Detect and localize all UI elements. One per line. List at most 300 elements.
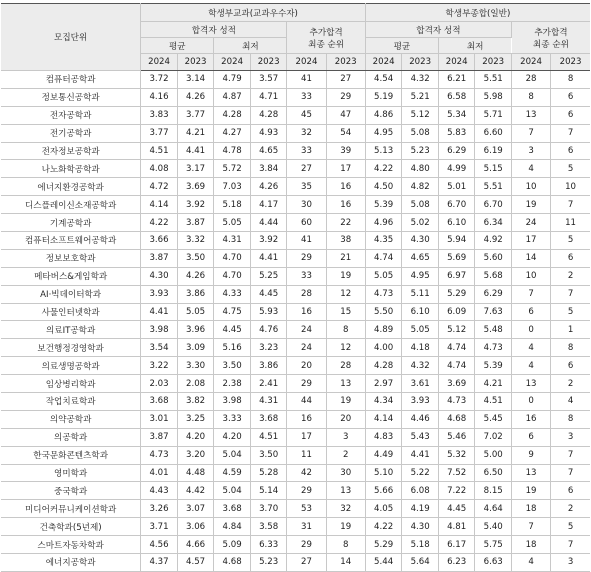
table-cell: 3.87 [141,249,178,267]
table-cell: 6 [551,106,590,124]
table-cell: 24 [287,339,326,357]
table-cell: 4.92 [475,232,512,250]
table-cell: 1 [551,321,590,339]
table-row [1,410,590,428]
table-cell: 5.02 [402,214,439,232]
table-cell: 4.87 [214,88,251,106]
table-cell: 5.05 [177,303,214,321]
table-cell: 4.41 [141,303,178,321]
table-cell: 5.08 [402,124,439,142]
table-cell: 5.50 [365,303,402,321]
table-cell: 3.68 [250,410,287,428]
table-cell: 31 [287,518,326,536]
table-cell: 3.98 [214,393,251,411]
table-cell: 27 [326,71,365,89]
table-cell: 21 [326,249,365,267]
table-row [1,267,590,285]
table-cell: 6.29 [438,142,475,160]
table-cell: 5.68 [475,267,512,285]
header-year: 2023 [326,54,365,71]
table-cell: 4.73 [365,285,402,303]
header-extra-rank-2 [511,22,590,54]
table-cell: 30 [326,464,365,482]
table-cell: 11 [287,446,326,464]
table-cell: 3.50 [177,249,214,267]
header-avg-2: 평균 [365,38,438,54]
table-cell: 6.10 [402,303,439,321]
table-cell: 16 [326,196,365,214]
table-cell: 4.65 [250,142,287,160]
table-cell: 29 [326,88,365,106]
table-cell: 4.08 [141,160,178,178]
table-cell: 4.32 [402,71,439,89]
row-unit-name: 미디어커뮤니케이션학과 [1,500,141,518]
table-cell: 4.00 [365,339,402,357]
table-cell: 4.21 [475,375,512,393]
table-cell: 3.23 [250,339,287,357]
table-cell: 3.14 [177,71,214,89]
table-cell: 60 [287,214,326,232]
table-cell: 5 [551,232,590,250]
table-cell: 17 [511,232,550,250]
table-cell: 2.08 [177,375,214,393]
row-unit-name: 기계공학과 [1,214,141,232]
row-unit-name: 건축학과(5년제) [1,518,141,536]
table-cell: 5.08 [402,196,439,214]
table-cell: 29 [287,536,326,554]
row-unit-name: 의료IT공학과 [1,321,141,339]
table-cell: 4.31 [214,232,251,250]
table-row [1,142,590,160]
table-cell: 17 [326,160,365,178]
table-cell: 6.58 [438,88,475,106]
table-cell: 10 [511,267,550,285]
header-pass-score-1: 합격자 성적 [141,22,287,38]
header-extra-rank-1 [287,22,365,54]
table-cell: 4.28 [365,357,402,375]
table-cell: 4.54 [365,71,402,89]
table-cell: 4.82 [402,178,439,196]
table-cell: 4.79 [214,71,251,89]
table-cell: 4.93 [250,124,287,142]
table-cell: 29 [287,375,326,393]
table-cell: 7.02 [475,428,512,446]
table-cell: 5.98 [475,88,512,106]
table-cell: 4.31 [250,393,287,411]
table-cell: 0 [511,321,550,339]
table-cell: 18 [511,536,550,554]
table-cell: 5.94 [438,232,475,250]
table-cell: 3.96 [177,321,214,339]
table-cell: 27 [287,554,326,572]
table-cell: 8 [511,88,550,106]
table-cell: 6 [511,428,550,446]
table-cell: 4.42 [177,482,214,500]
table-cell: 41 [287,71,326,89]
row-unit-name: 정보통신공학과 [1,88,141,106]
table-cell: 4.50 [365,178,402,196]
table-cell: 5.39 [475,357,512,375]
table-cell: 7 [551,196,590,214]
table-cell: 13 [511,464,550,482]
table-cell: 53 [287,500,326,518]
row-unit-name: 에너지공학과 [1,554,141,572]
table-cell: 5.14 [250,482,287,500]
admission-results-table [1,3,590,572]
table-cell: 3.86 [250,357,287,375]
table-cell: 5.34 [438,106,475,124]
row-unit-name: 사물인터넷학과 [1,303,141,321]
table-cell: 20 [326,410,365,428]
table-cell: 4.19 [402,500,439,518]
row-unit-name: 의공학과 [1,428,141,446]
table-row [1,357,590,375]
table-cell: 3.32 [177,232,214,250]
table-cell: 3.50 [250,446,287,464]
table-cell: 5.04 [214,446,251,464]
table-cell: 3.69 [177,178,214,196]
row-unit-name: 컴퓨터공학과 [1,71,141,89]
table-cell: 7.52 [438,464,475,482]
table-cell: 4.48 [177,464,214,482]
table-cell: 8 [326,536,365,554]
table-cell: 4.34 [365,393,402,411]
table-cell: 38 [326,232,365,250]
table-cell: 41 [287,232,326,250]
table-row [1,178,590,196]
table-cell: 4.21 [177,124,214,142]
table-cell: 5.75 [475,536,512,554]
table-cell: 28 [511,71,550,89]
table-cell: 6 [551,88,590,106]
table-cell: 4.22 [141,214,178,232]
table-cell: 6.19 [475,142,512,160]
table-cell: 10 [551,178,590,196]
row-unit-name: 컴퓨터소프트웨어공학과 [1,232,141,250]
table-cell: 6 [551,482,590,500]
table-cell: 3.87 [177,214,214,232]
header-pass-score-2: 합격자 성적 [365,22,511,38]
table-cell: 11 [551,214,590,232]
table-cell: 3.25 [177,410,214,428]
table-cell: 5 [551,303,590,321]
table-cell: 8 [326,321,365,339]
table-cell: 4.16 [141,88,178,106]
table-cell: 2.97 [365,375,402,393]
table-cell: 4.30 [402,232,439,250]
table-cell: 6.63 [475,554,512,572]
table-cell: 7 [551,446,590,464]
table-cell: 30 [287,196,326,214]
header-year: 2024 [141,54,178,71]
table-cell: 4.83 [365,428,402,446]
table-cell: 5.22 [402,464,439,482]
table-cell: 5.16 [214,339,251,357]
table-cell: 6 [511,303,550,321]
table-row [1,375,590,393]
table-row [1,196,590,214]
row-unit-name: 메타버스&게임학과 [1,267,141,285]
table-cell: 3 [551,554,590,572]
table-cell: 4.95 [365,124,402,142]
table-cell: 3.70 [250,500,287,518]
table-cell: 3.54 [141,339,178,357]
table-cell: 4.14 [141,196,178,214]
table-cell: 4.44 [250,214,287,232]
table-cell: 5.12 [438,321,475,339]
table-cell: 4.17 [250,196,287,214]
table-cell: 39 [326,142,365,160]
table-cell: 3.66 [141,232,178,250]
table-header [1,4,590,71]
table-cell: 44 [287,393,326,411]
table-cell: 4.84 [214,518,251,536]
table-cell: 4.05 [365,500,402,518]
table-cell: 4.74 [438,357,475,375]
table-cell: 3.01 [141,410,178,428]
table-cell: 5.71 [475,106,512,124]
table-cell: 3 [326,428,365,446]
table-cell: 3.30 [177,357,214,375]
table-cell: 7 [511,124,550,142]
row-unit-name: 영미학과 [1,464,141,482]
table-cell: 4.96 [365,214,402,232]
table-cell: 4.01 [141,464,178,482]
table-cell: 3 [511,142,550,160]
table-cell: 3.58 [250,518,287,536]
table-cell: 19 [511,196,550,214]
table-cell: 4.27 [214,124,251,142]
table-cell: 3.92 [177,196,214,214]
table-cell: 6.08 [402,482,439,500]
table-cell: 5.93 [250,303,287,321]
table-cell: 2 [326,446,365,464]
header-extra-line1: 추가합격 [309,27,343,38]
table-cell: 16 [287,410,326,428]
table-cell: 5.01 [438,178,475,196]
table-cell: 3.33 [214,410,251,428]
table-cell: 17 [287,428,326,446]
table-cell: 4.30 [402,518,439,536]
table-cell: 4.14 [365,410,402,428]
table-cell: 7 [511,285,550,303]
table-cell: 6.50 [475,464,512,482]
table-cell: 4.76 [250,321,287,339]
table-cell: 4.80 [402,160,439,178]
table-cell: 5.64 [402,554,439,572]
header-min-2: 최저 [438,38,511,54]
header-group-comprehensive: 학생부종합(일반) [365,4,590,22]
table-cell: 4.51 [250,428,287,446]
table-row [1,214,590,232]
table-cell: 10 [511,178,550,196]
table-cell: 12 [326,285,365,303]
table-cell: 4 [511,160,550,178]
table-cell: 33 [287,142,326,160]
header-group-subject: 학생부교과(교과우수자) [141,4,366,22]
row-unit-name: 전자공학과 [1,106,141,124]
table-cell: 19 [326,267,365,285]
table-cell: 4.73 [438,393,475,411]
table-cell: 4.45 [438,500,475,518]
table-cell: 13 [326,375,365,393]
table-row [1,554,590,572]
header-extra-line2: 최종 순위 [308,39,345,50]
table-cell: 4.68 [214,554,251,572]
table-cell: 4.33 [214,285,251,303]
table-cell: 24 [511,214,550,232]
header-year: 2024 [287,54,326,71]
table-row [1,88,590,106]
table-cell: 9 [511,446,550,464]
header-min-1: 최저 [214,38,287,54]
table-cell: 32 [287,124,326,142]
table-cell: 7.22 [438,482,475,500]
header-year: 2023 [177,54,214,71]
table-cell: 4.66 [177,536,214,554]
table-cell: 3.57 [250,71,287,89]
table-cell: 0 [511,393,550,411]
row-unit-name: 전기공학과 [1,124,141,142]
table-cell: 3.68 [214,500,251,518]
table-cell: 24 [287,321,326,339]
table-cell: 5.09 [214,536,251,554]
table-cell: 4.86 [365,106,402,124]
table-cell: 4.68 [438,410,475,428]
table-cell: 5.72 [214,160,251,178]
table-cell: 3.22 [141,357,178,375]
table-cell: 3.93 [141,285,178,303]
table-cell: 3.82 [177,393,214,411]
table-row [1,249,590,267]
table-cell: 16 [326,178,365,196]
table-cell: 5.15 [475,160,512,178]
table-row [1,232,590,250]
table-cell: 3.77 [177,106,214,124]
table-row [1,518,590,536]
table-cell: 33 [287,267,326,285]
table-cell: 5.12 [402,106,439,124]
header-extra-line1: 추가합격 [534,27,568,38]
table-cell: 4.45 [250,285,287,303]
table-body [1,71,590,572]
table-cell: 3.93 [402,393,439,411]
table-cell: 4 [511,357,550,375]
table-cell: 3.92 [250,232,287,250]
table-cell: 4.28 [250,106,287,124]
table-cell: 27 [287,160,326,178]
table-cell: 5.66 [365,482,402,500]
row-unit-name: 나노화학공학과 [1,160,141,178]
table-cell: 4.95 [402,267,439,285]
table-row [1,321,590,339]
table-cell: 4.99 [438,160,475,178]
table-row [1,464,590,482]
table-cell: 4.56 [141,536,178,554]
table-cell: 4.41 [402,446,439,464]
table-cell: 28 [326,357,365,375]
table-cell: 16 [511,410,550,428]
table-cell: 33 [287,88,326,106]
row-unit-name: 에너지환경공학과 [1,178,141,196]
table-cell: 42 [287,464,326,482]
table-cell: 3.07 [177,500,214,518]
header-extra-line2: 최종 순위 [533,39,569,50]
table-cell: 3.26 [141,500,178,518]
table-cell: 22 [326,214,365,232]
table-cell: 6.33 [250,536,287,554]
row-unit-name: 한국문화콘텐츠학과 [1,446,141,464]
table-cell: 13 [326,482,365,500]
table-cell: 4.57 [177,554,214,572]
table-cell: 4.20 [214,428,251,446]
row-unit-name: 보건행정경영학과 [1,339,141,357]
table-cell: 8.15 [475,482,512,500]
table-cell: 6.17 [438,536,475,554]
table-cell: 28 [287,285,326,303]
table-cell: 4 [511,339,550,357]
table-cell: 2.41 [250,375,287,393]
table-cell: 5.21 [402,88,439,106]
table-cell: 7.63 [475,303,512,321]
table-row [1,446,590,464]
table-cell: 32 [326,500,365,518]
table-cell: 54 [326,124,365,142]
row-unit-name: 디스플레이신소재공학과 [1,196,141,214]
row-unit-name: 스마트자동차학과 [1,536,141,554]
table-cell: 6 [551,249,590,267]
table-cell: 6.34 [475,214,512,232]
table-cell: 35 [287,178,326,196]
table-cell: 6.29 [475,285,512,303]
header-year: 2024 [214,54,251,71]
header-year: 2024 [365,54,402,71]
table-cell: 4.26 [177,267,214,285]
header-year: 2024 [438,54,475,71]
table-cell: 4.46 [402,410,439,428]
table-cell: 3.87 [141,428,178,446]
table-cell: 6 [551,357,590,375]
table-cell: 45 [287,106,326,124]
table-cell: 8 [551,71,590,89]
table-cell: 4.30 [141,267,178,285]
table-cell: 3.61 [402,375,439,393]
table-cell: 5.05 [365,267,402,285]
table-cell: 4.65 [402,249,439,267]
table-cell: 8 [551,410,590,428]
table-cell: 4.71 [250,88,287,106]
table-cell: 3.68 [141,393,178,411]
table-cell: 4.81 [438,518,475,536]
table-cell: 14 [326,554,365,572]
table-row [1,303,590,321]
table-row [1,339,590,357]
table-cell: 5.32 [438,446,475,464]
table-cell: 5.04 [214,482,251,500]
table-cell: 4.26 [250,178,287,196]
table-cell: 13 [511,375,550,393]
table-cell: 5.46 [438,428,475,446]
table-cell: 3.71 [141,518,178,536]
table-cell: 7 [511,518,550,536]
header-year: 2023 [402,54,439,71]
table-cell: 3.09 [177,339,214,357]
table-cell: 15 [326,303,365,321]
table-cell: 29 [287,249,326,267]
table-row [1,106,590,124]
table-cell: 3.98 [141,321,178,339]
table-cell: 4.49 [365,446,402,464]
